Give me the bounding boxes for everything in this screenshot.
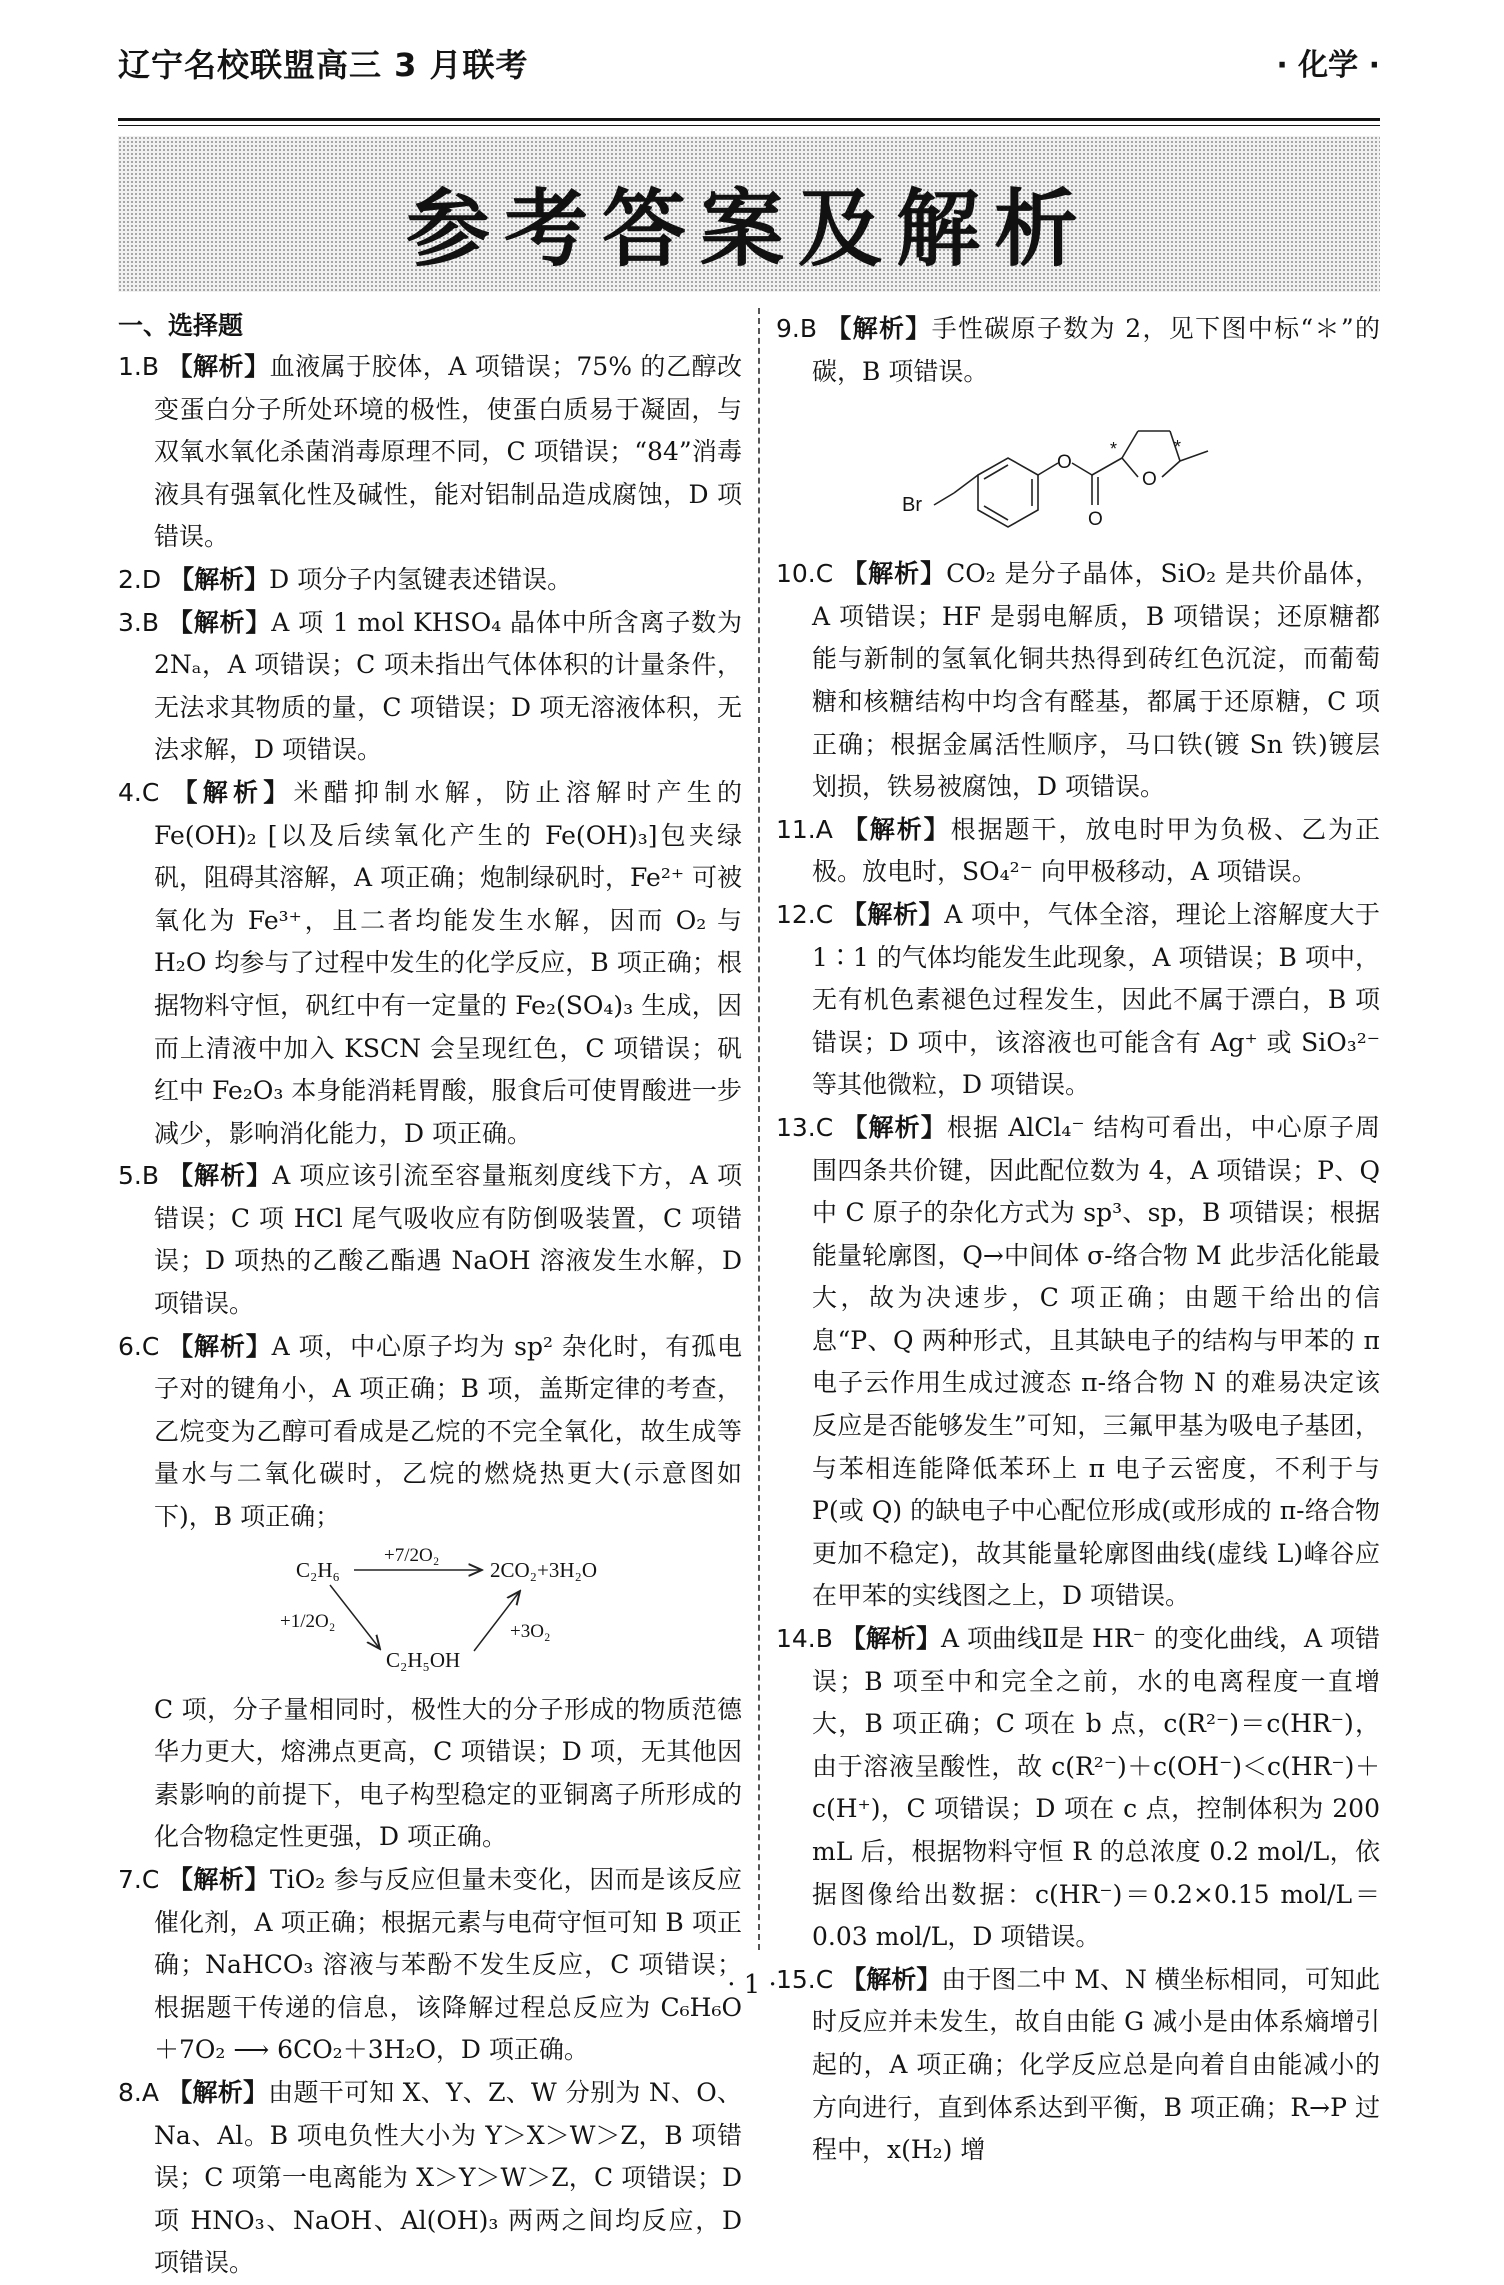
ester-o-label: O xyxy=(1057,452,1072,474)
chiral-star-1: * xyxy=(1110,439,1118,460)
answer-item-8: 8.A 【解析】由题干可知 X、Y、Z、W 分别为 N、O、Na、Al。B 项电负性大小为 Y＞X＞W＞Z，B 项错误；C 项第一电离能为 X＞Y＞W＞Z，C 项错误；D 项 HNO₃、NaOH、Al(OH)₃ 两两之间均反应，D 项错误。 xyxy=(118,2077,742,2278)
hess-cycle-diagram xyxy=(118,1541,742,1683)
answer-item-3: 3.B 【解析】A 项 1 mol KHSO₄ 晶体中所含离子数为 2Nₐ，A 项错误；C 项未指出气体体积的计量条件，无法求其物质的量，C 项错误；D 项无溶液体积，无法求解，D 项错误。 xyxy=(118,607,742,765)
page-number: · 1 · xyxy=(727,1970,777,2000)
header-rule xyxy=(118,118,1380,121)
answer-item-6-cont: C 项，分子量相同时，极性大的分子形成的物质范德华力更大，熔沸点更高，C 项错误；D 项，无其他因素影响的前提下，电子构型稳定的亚铜离子所形成的化合物稳定性更强，D 项正确。 xyxy=(154,1694,742,1852)
chiral-star-2: * xyxy=(1174,437,1182,458)
node-ethanol: C₂H₅OH xyxy=(386,1647,461,1672)
answer-item-9: 9.B 【解析】手性碳原子数为 2，见下图中标“＊”的碳，B 项错误。 xyxy=(776,314,1380,386)
answer-item-2: 2.D 【解析】D 项分子内氢键表述错误。 xyxy=(118,564,573,594)
exam-title: 辽宁名校联盟高三 3 月联考 xyxy=(118,46,529,84)
column-divider xyxy=(758,308,760,1950)
label-left: +1/2O₂ xyxy=(280,1610,336,1632)
right-column xyxy=(776,308,1380,2172)
answer-item-10: 10.C 【解析】CO₂ 是分子晶体，SiO₂ 是共价晶体，A 项错误；HF 是弱电解质，B 项错误；还原糖都能与新制的氢氧化铜共热得到砖红色沉淀，而葡萄糖和核糖结构中均含有醛基，都属于还原糖，C 项正确；根据金属活性顺序，马口铁(镀 Sn 铁)镀层划损，铁易被腐蚀，D 项错误。 xyxy=(776,559,1380,802)
answer-item-4: 4.C 【解析】米醋抑制水解，防止溶解时产生的 Fe(OH)₂ [以及后续氧化产生的 Fe(OH)₃]包夹绿矾，阻碍其溶解，A 项正确；炮制绿矾时，Fe²⁺ 可被氧化为 Fe³⁺，且二者均能发生水解，因而 O₂ 与 H₂O 均参与了过程中发生的化学反应，B 项正确；根据物料守恒，矾红中有一定量的 Fe₂(SO₄)₃ 生成，因而上清液中加入 KSCN 会呈现红色，C 项错误；矾红中 Fe₂O₃ 本身能消耗胃酸，服食后可使胃酸进一步减少，影响消化能力，D 项正确。 xyxy=(118,777,742,1148)
answer-item-15: 15.C 【解析】由于图二中 M、N 横坐标相同，可知此时反应并未发生，故自由能 G 减小是由体系熵增引起的，A 项正确；化学反应总是向着自由能减小的方向进行，直到体系达到平衡，B 项正确；R→P 过程中，x(H₂) 增 xyxy=(776,1964,1380,2165)
label-right: +3O₂ xyxy=(510,1620,551,1642)
page-header xyxy=(118,40,1380,120)
label-top: +7/2O₂ xyxy=(384,1544,440,1566)
answer-item-6: 6.C 【解析】A 项，中心原子均为 sp² 杂化时，有孤电子对的键角小，A 项正确；B 项，盖斯定律的考查，乙烷变为乙醇可看成是乙烷的不完全氧化，故生成等量水与二氧化碳时，乙烷的燃烧热更大(示意图如下)，B 项正确； xyxy=(118,1331,742,1532)
ring-o-label: O xyxy=(1142,469,1157,491)
answer-item-12: 12.C 【解析】A 项中，气体全溶，理论上溶解度大于 1∶1 的气体均能发生此现象，A 项错误；B 项中，无有机色素褪色过程发生，因此不属于漂白，B 项错误；D 项中，该溶液也可能含有 Ag⁺ 或 SiO₃²⁻ 等其他微粒，D 项错误。 xyxy=(776,899,1380,1100)
answer-item-5: 5.B 【解析】A 项应该引流至容量瓶刻度线下方，A 项错误；C 项 HCl 尾气吸收应有防倒吸装置，C 项错误；D 项热的乙酸乙酯遇 NaOH 溶液发生水解，D 项错误。 xyxy=(118,1161,742,1319)
molecule-structure xyxy=(776,397,1380,547)
section-title: 一、选择题 xyxy=(118,311,244,340)
subject-label: · 化学 · xyxy=(1276,48,1380,83)
title-banner xyxy=(118,136,1380,292)
carbonyl-o-label: O xyxy=(1088,509,1103,531)
br-label: Br xyxy=(902,494,922,517)
answer-item-7: 7.C 【解析】TiO₂ 参与反应但量未变化，因而是该反应催化剂，A 项正确；根据元素与电荷守恒可知 B 项正确；NaHCO₃ 溶液与苯酚不发生反应，C 项错误；根据题干传递的信息，该降解过程总反应为 C₆H₆O＋7O₂ ⟶ 6CO₂＋3H₂O，D 项正确。 xyxy=(118,1865,742,2065)
answer-item-1: 1.B 【解析】血液属于胶体，A 项错误；75% 的乙醇改变蛋白分子所处环境的极性，使蛋白质易于凝固，与双氧水氧化杀菌消毒原理不同，C 项错误；“84”消毒液具有强氧化性及碱性，能对铝制品造成腐蚀，D 项错误。 xyxy=(118,352,742,552)
answer-item-11: 11.A 【解析】根据题干，放电时甲为负极、乙为正极。放电时，SO₄²⁻ 向甲极移动，A 项错误。 xyxy=(776,814,1380,887)
answer-item-14: 14.B 【解析】A 项曲线Ⅱ是 HR⁻ 的变化曲线，A 项错误；B 项至中和完全之前，水的电离程度一直增大，B 项正确；C 项在 b 点，c(R²⁻)＝c(HR⁻)，由于溶液呈酸性，故 c(R²⁻)＋c(OH⁻)＜c(HR⁻)＋c(H⁺)，C 项错误；D 项在 c 点，控制体积为 200 mL 后，根据物料守恒 R 的总浓度 0.2 mol/L，依据图像给出数据：c(HR⁻)＝0.2×0.15 mol/L＝0.03 mol/L，D 项错误。 xyxy=(776,1624,1380,1952)
node-ethane: C₂H₆ xyxy=(296,1557,340,1582)
header-rule-thin xyxy=(118,125,1380,126)
answer-item-13: 13.C 【解析】根据 AlCl₄⁻ 结构可看出，中心原子周围四条共价键，因此配位数为 4，A 项错误；P、Q 中 C 原子的杂化方式为 sp³、sp，B 项错误；根据能量轮廓图，Q→中间体 σ-络合物 M 此步活化能最大，故为决速步，C 项正确；由题干给出的信息“P、Q 两种形式，且其缺电子的结构与甲苯的 π 电子云作用生成过渡态 π-络合物 N 的难易决定该反应是否能够发生”可知，三氟甲基为吸电子基团，与苯相连能降低苯环上 π 电子云密度，不利于与 P(或 Q) 的缺电子中心配位形成(或形成的 π-络合物更加不稳定)，故其能量轮廓图曲线(虚线 L)峰谷应在甲苯的实线图之上，D 项错误。 xyxy=(776,1112,1380,1611)
arrow-left xyxy=(330,1585,380,1649)
node-products: 2CO₂+3H₂O xyxy=(490,1557,597,1582)
banner-title: 参考答案及解析 xyxy=(405,180,1092,278)
